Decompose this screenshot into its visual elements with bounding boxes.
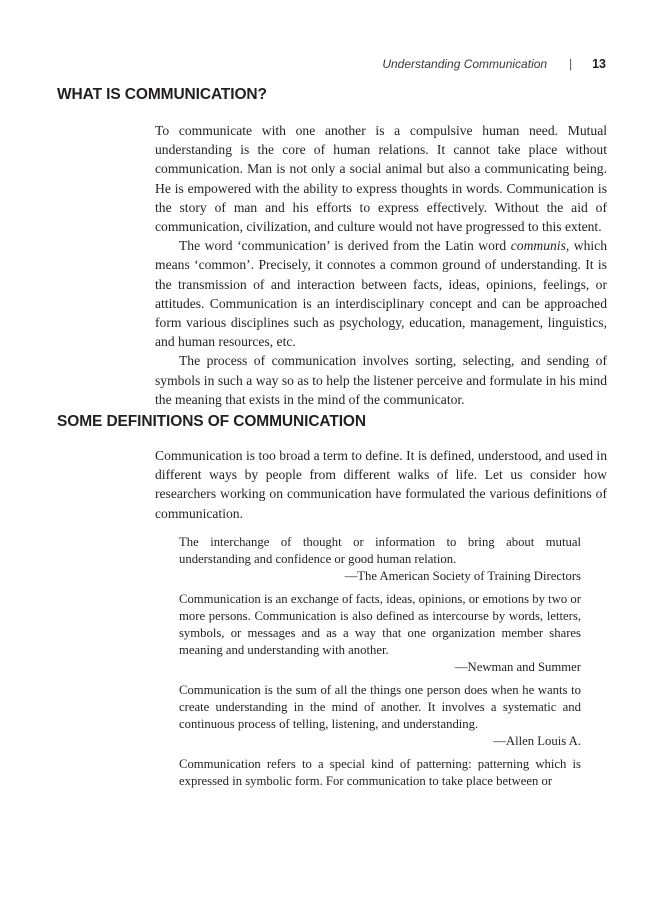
running-header — [56, 57, 606, 71]
running-header-separator: | — [569, 59, 573, 71]
definition-text: The interchange of thought or information to bring about mutual understanding and confidence or good human relation. — [179, 535, 581, 566]
latin-word-communis: communis, — [510, 238, 570, 254]
definitions-block — [179, 534, 581, 796]
definition-attribution: —The American Society of Training Directors — [344, 569, 581, 583]
definition-attribution: —Allen Louis A. — [493, 734, 581, 748]
section-body-some-definitions — [155, 446, 607, 523]
paragraph-4: Communication is too broad a term to define. It is defined, understood, and used in different ways by people from different walks of life. Let us consider how researchers working on communication have formulated the various definitions of communication. — [155, 448, 607, 521]
paragraph-2 — [155, 236, 607, 351]
definition-text: Communication is an exchange of facts, ideas, opinions, or emotions by two or more persons. Communication is also defined as intercourse by words, letters, symbols, or messages and as a way that one organization member shares meaning and understanding with another. — [179, 592, 581, 657]
paragraph-1: To communicate with one another is a compulsive human need. Mutual understanding is the core of human relations. It cannot take place without communication. Man is not only a social animal but also a communicating being. He is empowered with the ability to express thoughts in words. Communication is the story of man and his efforts to express effectively. Without the aid of communication, civilization, and culture would not have progressed to this extent. — [155, 123, 607, 235]
page-number: 13 — [592, 57, 606, 71]
definition-quote — [179, 756, 581, 790]
section-heading-some-definitions: SOME DEFINITIONS OF COMMUNICATION — [57, 413, 366, 430]
paragraph-3: The process of communication involves sorting, selecting, and sending of symbols in such a way so as to help the listener perceive and formulate in his mind the meaning that exists in the mind of the communicator. — [155, 353, 607, 407]
running-header-title: Understanding Communication — [382, 57, 548, 71]
section-heading-what-is-communication: WHAT IS COMMUNICATION? — [57, 86, 267, 103]
definition-attribution: —Newman and Summer — [454, 660, 581, 674]
definition-quote — [179, 682, 581, 750]
paragraph-2-text-before: The word ‘communication’ is derived from the Latin word — [179, 238, 511, 254]
paragraph-2-text-after: which means ‘common’. Precisely, it connotes a common ground of understanding. It is the transmission of and interaction between facts, ideas, opinions, feelings, or attitudes. Communication is an interdisciplinary concept and can be approached form various disciplines such as psychology, education, management, linguistics, and human resources, etc. — [155, 238, 607, 350]
definition-quote — [179, 534, 581, 585]
definition-text: Communication is the sum of all the things one person does when he wants to create understanding in the mind of another. It involves a systematic and continuous process of telling, listening, and understanding. — [179, 683, 581, 731]
definition-quote — [179, 591, 581, 676]
section-body-what-is-communication — [155, 121, 607, 409]
definition-text: Communication refers to a special kind of patterning: patterning which is expressed in symbolic form. For communication to take place between or — [179, 757, 581, 788]
